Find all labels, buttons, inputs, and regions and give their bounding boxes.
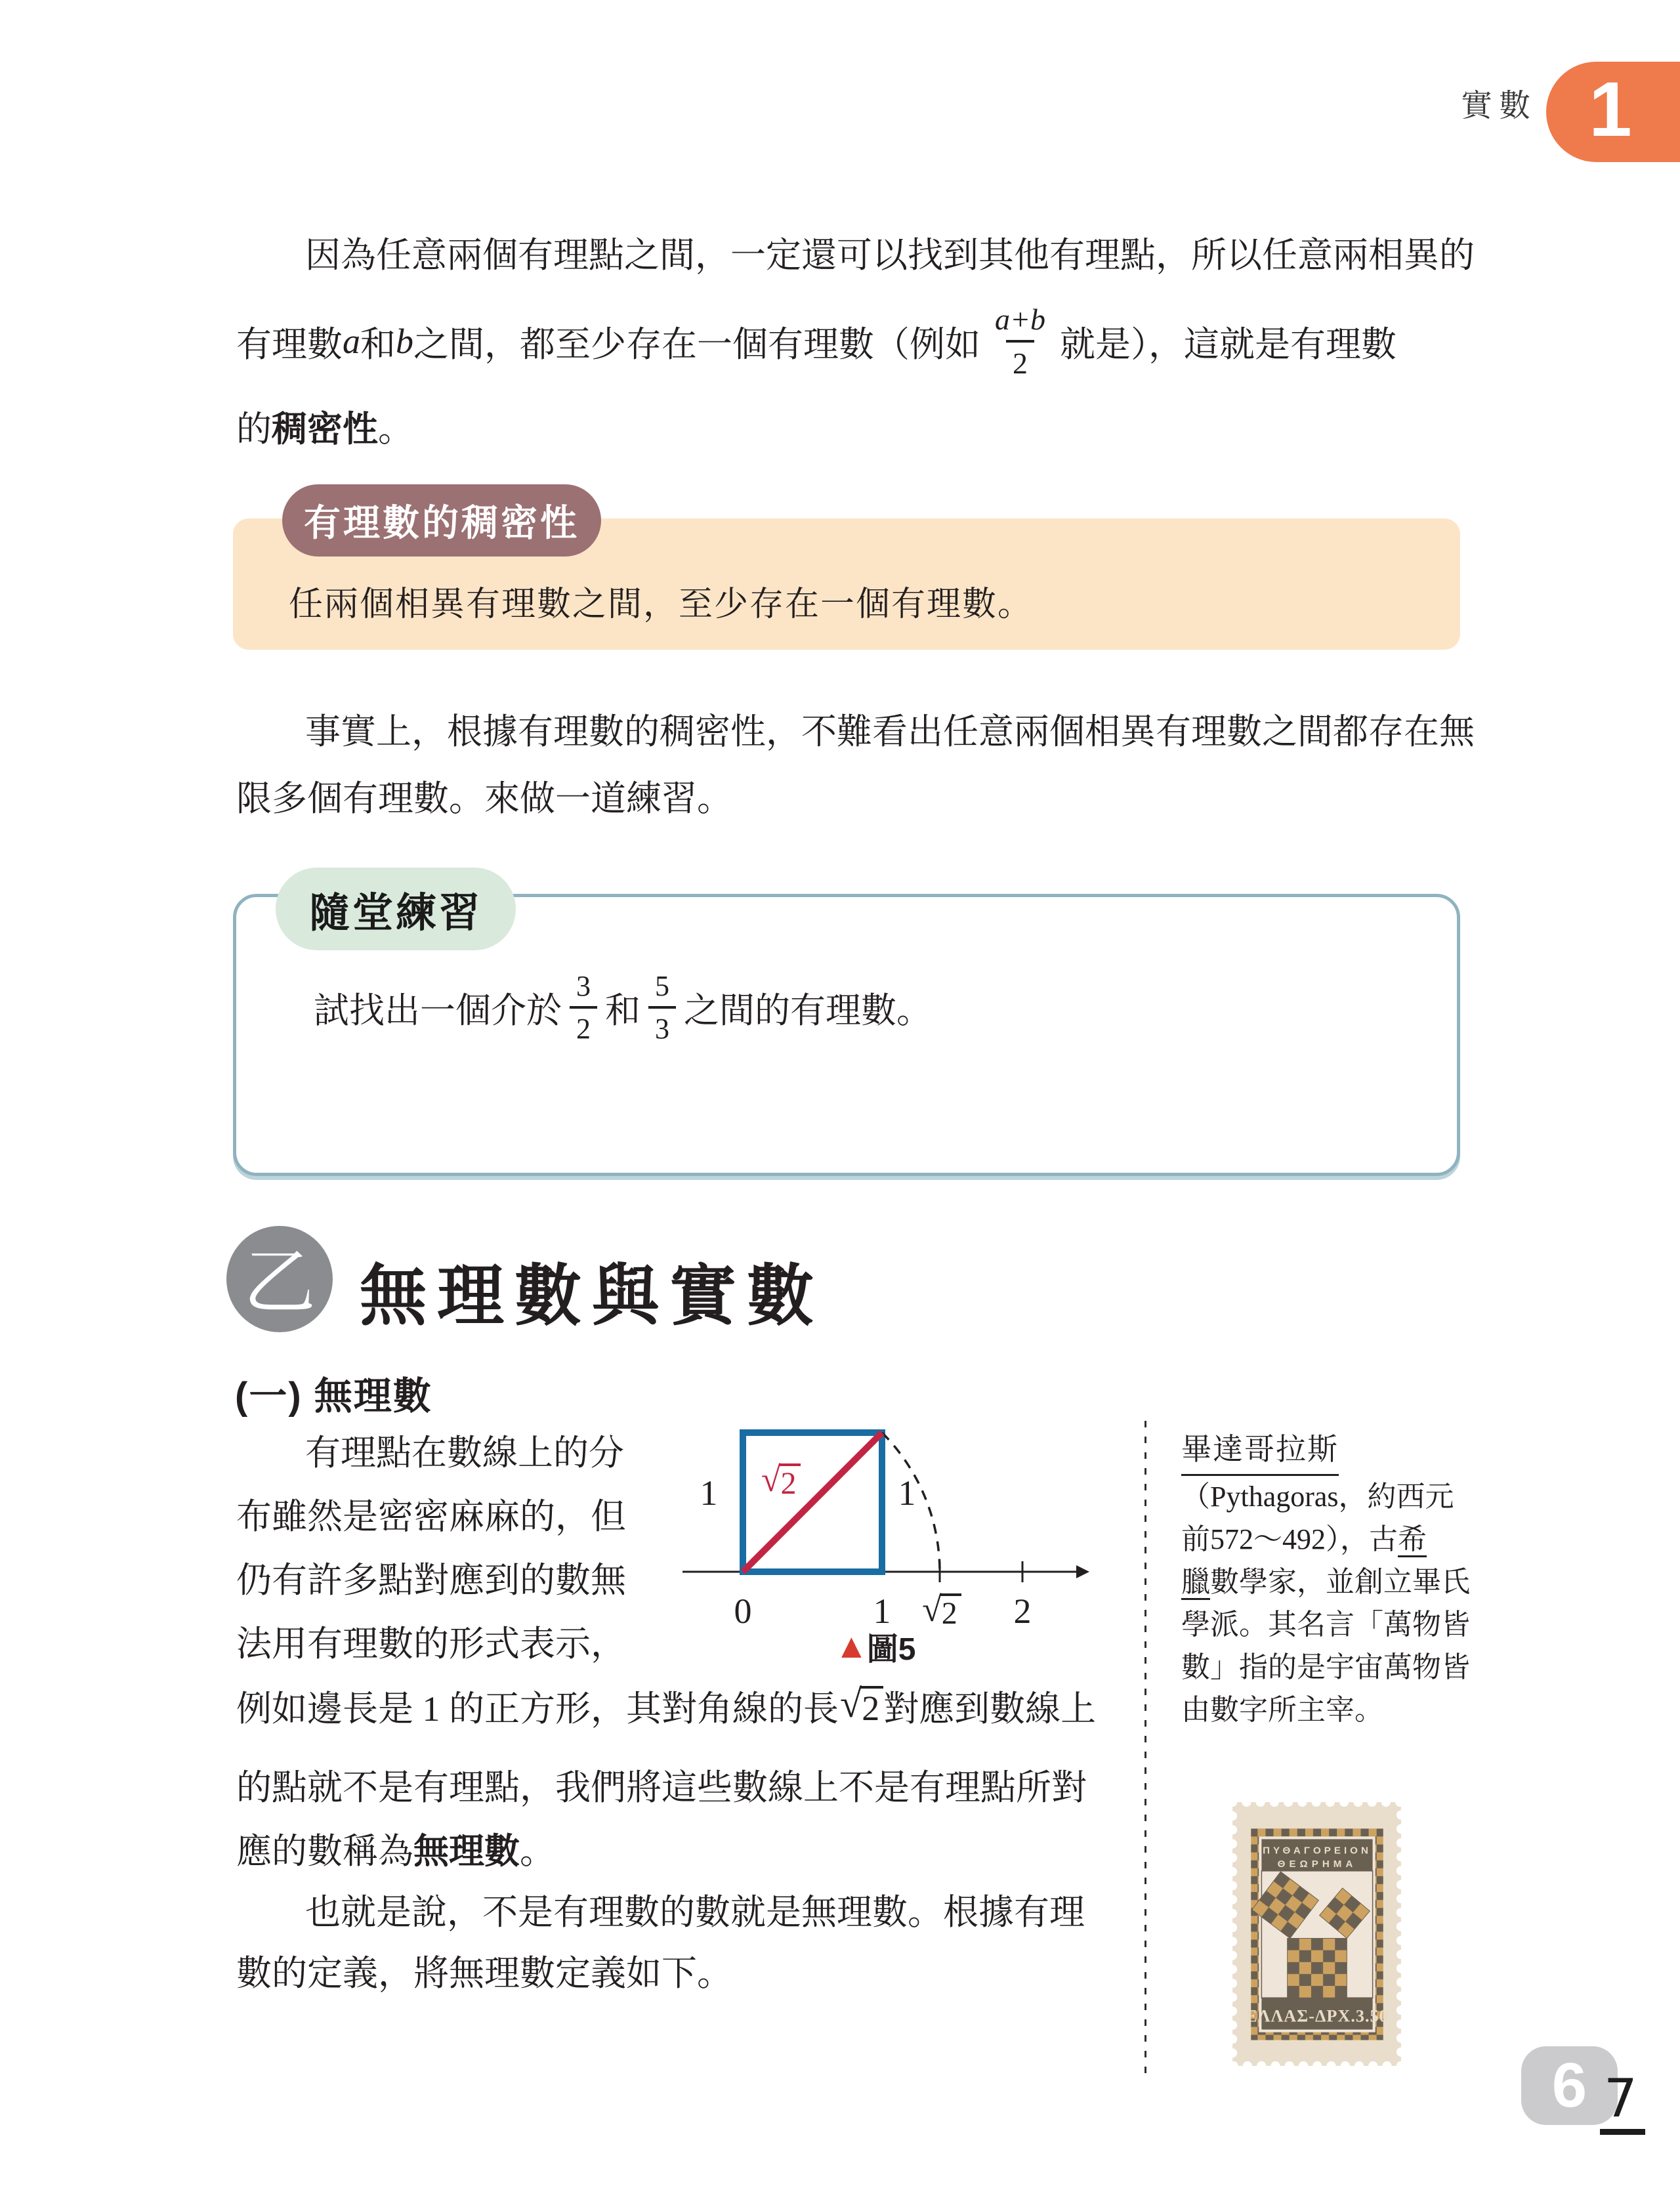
paragraph-infinite-line-2: 限多個有理數。來做一道練習。 xyxy=(236,778,732,818)
irrational-intro-line-1: 有理點在數線上的分 xyxy=(305,1433,624,1473)
square-right-side-label: 1 xyxy=(898,1473,916,1513)
irrational-body-line-5: 數的定義，將無理數定義如下。 xyxy=(236,1953,732,1993)
density-box-badge: 有理數的稠密性 xyxy=(282,484,601,557)
tick-label-2: 2 xyxy=(1013,1591,1032,1631)
section-title: 無理數與實數 xyxy=(360,1259,824,1334)
tick-label-sqrt2: √ 2 xyxy=(914,1588,969,1634)
sidebar-line: 前572～492），古希 xyxy=(1181,1518,1496,1561)
irrational-body-line-4: 也就是說，不是有理數的數就是無理數。根據有理 xyxy=(305,1892,1085,1932)
fraction-a-plus-b-over-2: $\frac{a+b}{2}$ xyxy=(995,302,1046,380)
paragraph-density-line-3: 的 稠密性 。 xyxy=(236,405,413,447)
chapter-label: 實數 xyxy=(1461,89,1538,123)
chapter-number-tab xyxy=(1546,62,1680,162)
figure-caption: ▲ 圖5 xyxy=(841,1631,916,1667)
caption-triangle-icon: ▲ xyxy=(841,1631,862,1661)
sidebar-title-pythagoras: 畢達哥拉斯 xyxy=(1181,1425,1339,1476)
stamp-greek-title-line-2: ΘΕΩΡΗΜΑ xyxy=(1277,1858,1357,1870)
irrational-intro-line-2: 布雖然是密密麻麻的，但 xyxy=(236,1496,626,1536)
sidebar-note-text xyxy=(1181,1475,1496,1731)
term-irrational-number: 無理數 xyxy=(413,1831,520,1871)
sqrt2-inline: √ 2 xyxy=(839,1686,883,1726)
irrational-body-line-3: 應的數稱為 無理數 。 xyxy=(236,1827,555,1869)
handwritten-page-number: 7 xyxy=(1600,2072,1645,2135)
subsection-title: (一) 無理數 xyxy=(235,1375,432,1418)
sidebar-line: 由數字所主宰。 xyxy=(1181,1694,1383,1726)
axis-arrowhead xyxy=(1076,1565,1089,1578)
class-practice-badge: 隨堂練習 xyxy=(276,868,516,950)
density-box-content: 任兩個相異有理數之間，至少存在一個有理數。 xyxy=(289,585,1034,623)
irrational-intro-line-4: 法用有理數的形式表示， xyxy=(236,1624,626,1664)
stamp-country-denomination: ΕΛΛΑΣ-ΔΡΧ.3.50 xyxy=(1246,2006,1389,2026)
diagonal-sqrt2-label: √ 2 xyxy=(760,1458,801,1504)
page-number-box: 6 xyxy=(1521,2046,1618,2125)
tick-label-1: 1 xyxy=(873,1591,891,1631)
pythagorean-theorem-stamp xyxy=(1226,1797,1408,2071)
irrational-intro-line-3: 仍有許多點對應到的數無 xyxy=(236,1560,626,1600)
irrational-body-line-2: 的點就不是有理點，我們將這些數線上不是有理點所對 xyxy=(236,1767,1087,1807)
tick-label-0: 0 xyxy=(734,1591,752,1631)
variable-b: b xyxy=(396,322,413,361)
sidebar-line: 數」指的是宇宙萬物皆 xyxy=(1181,1651,1470,1683)
chapter-number: 1 xyxy=(1589,66,1632,153)
paragraph-infinite-line-1: 事實上，根據有理數的稠密性，不難看出任意兩個相異有理數之間都存在無 xyxy=(305,711,1475,751)
irrational-body-line-1: 例如邊長是 1 的正方形，其對角線的長 √ 2 對應到數線上 xyxy=(236,1681,1097,1729)
section-icon-circle xyxy=(226,1226,333,1332)
stamp-greek-title-line-1: ΠΥΘΑΓΟΡΕΙΟΝ xyxy=(1263,1845,1372,1857)
sidebar-line: 臘數學家，並創立畢氏 xyxy=(1181,1561,1496,1603)
fraction-3-over-2: $\frac{3}{2}$ xyxy=(570,972,597,1043)
paragraph-density-line-2: 有理數 a 和 b 之間，都至少存在一個有理數（例如 $\frac{a+b}{2}$ 就是），這就是有理數 xyxy=(236,302,1397,380)
class-practice-question: 試找出一個介於 $\frac{3}{2}$ 和 $\frac{5}{3}$ 之間的有理數。 xyxy=(314,969,932,1045)
square-left-side-label: 1 xyxy=(700,1473,718,1513)
fraction-5-over-3: $\frac{5}{3}$ xyxy=(648,972,676,1043)
term-density: 稠密性 xyxy=(272,409,378,449)
variable-a: a xyxy=(343,322,360,361)
sidebar-separator-dashed-line xyxy=(1144,1421,1146,2077)
section-icon-glyph: 乙 xyxy=(243,1243,316,1323)
paragraph-density-line-1: 因為任意兩個有理點之間，一定還可以找到其他有理點，所以任意兩相異的 xyxy=(305,235,1475,275)
sidebar-line: （Pythagoras，約西元 xyxy=(1181,1481,1454,1513)
sidebar-line: 學派。其名言「萬物皆 xyxy=(1181,1609,1470,1641)
checkerboard-square-5 xyxy=(1288,1939,1347,1998)
